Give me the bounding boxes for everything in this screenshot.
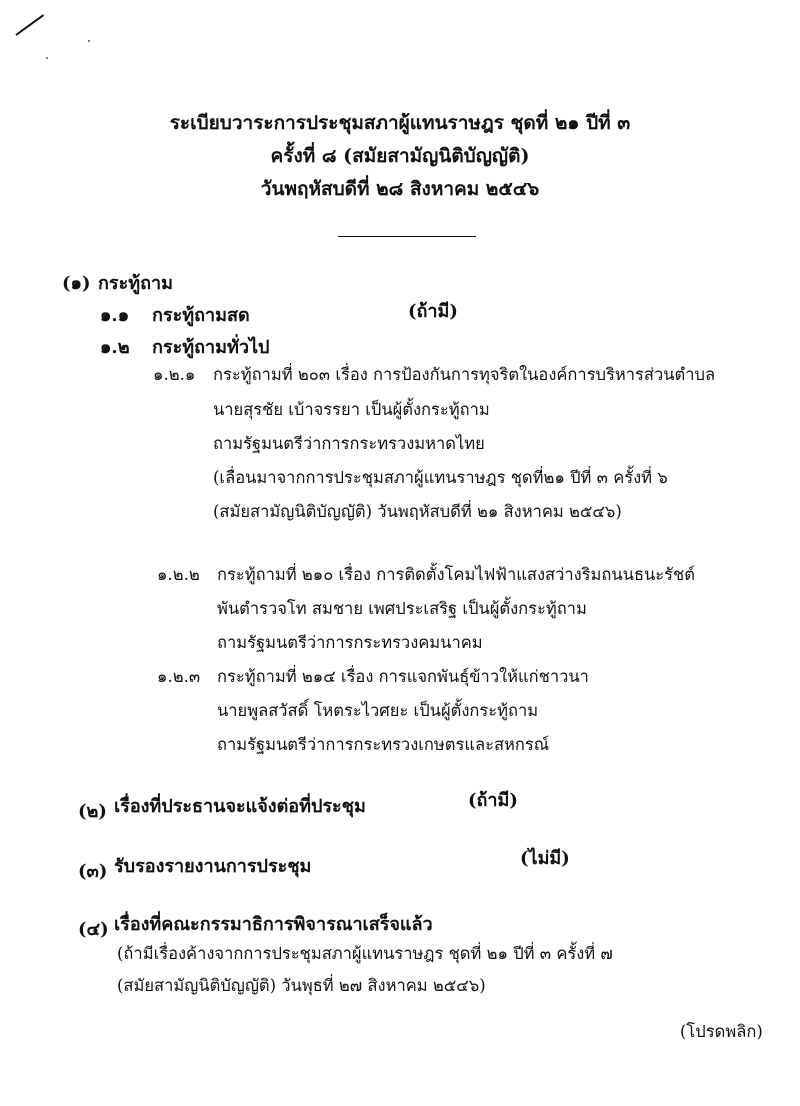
item-line: (เลื่อนมาจากการประชุมสภาผู้แทนราษฎร ชุดที่๒๑ ปีที่ ๓ ครั้งที่ ๖ <box>213 468 668 487</box>
item-line: ถามรัฐมนตรีว่าการกระทรวงเกษตรและสหกรณ์ <box>217 735 550 754</box>
item-line: นายสุรชัย เบ้าจรรยา เป็นผู้ตั้งกระทู้ถาม <box>213 400 490 419</box>
section1-title: กระทู้ถาม <box>98 273 173 294</box>
sub1-tag: (ถ้ามี) <box>408 301 458 322</box>
agenda-date: วันพฤหัสบดีที่ ๒๘ สิงหาคม ๒๕๔๖ <box>260 178 540 200</box>
section2-tag: (ถ้ามี) <box>468 790 518 811</box>
section2-title: เรื่องที่ประธานจะแจ้งต่อที่ประชุม <box>114 796 366 817</box>
section4-title: เรื่องที่คณะกรรมาธิการพิจารณาเสร็จแล้ว <box>114 914 433 935</box>
section4-number: (๔) <box>78 919 109 940</box>
item-line: ถามรัฐมนตรีว่าการกระทรวงคมนาคม <box>217 633 483 652</box>
item-line: กระทู้ถามที่ ๒๑๐ เรื่อง การติดตั้งโคมไฟฟ้าแสงสว่างริมถนนธนะรัชต์ <box>217 565 695 584</box>
item-line: กระทู้ถามที่ ๒๐๓ เรื่อง การป้องกันการทุจริตในองค์การบริหารส่วนตำบล <box>213 365 716 384</box>
item-number: ๑.๒.๑ <box>153 365 196 384</box>
section3-tag: (ไม่มี) <box>520 848 570 869</box>
section4-line: (ถ้ามีเรื่องค้างจากการประชุมสภาผู้แทนราษฎร ชุดที่ ๒๑ ปีที่ ๓ ครั้งที่ ๗ <box>117 944 613 963</box>
agenda-session: ครั้งที่ ๘ (สมัยสามัญนิติบัญญัติ) <box>270 145 530 167</box>
item-number: ๑.๒.๒ <box>157 565 200 584</box>
scan-speck <box>88 40 90 42</box>
item-line: (สมัยสามัญนิติบัญญัติ) วันพฤหัสบดีที่ ๒๑ สิงหาคม ๒๕๔๖) <box>213 502 622 521</box>
item-number: ๑.๒.๓ <box>157 667 201 686</box>
section3-number: (๓) <box>78 861 108 882</box>
section1-number: (๑) <box>62 273 91 294</box>
item-line: พันตำรวจโท สมชาย เพศประเสริฐ เป็นผู้ตั้งกระทู้ถาม <box>217 599 587 618</box>
sub1-number: ๑.๑ <box>100 305 130 326</box>
item-line: นายพูลสวัสดิ์ โหตระไวศยะ เป็นผู้ตั้งกระทู้ถาม <box>217 701 539 720</box>
pen-stroke-mark <box>15 14 44 36</box>
agenda-title: ระเบียบวาระการประชุมสภาผู้แทนราษฎร ชุดที่ ๒๑ ปีที่ ๓ <box>169 112 631 134</box>
title-divider <box>338 236 476 237</box>
turn-page-note: (โปรดพลิก) <box>680 1022 763 1041</box>
item-line: กระทู้ถามที่ ๒๑๔ เรื่อง การแจกพันธุ์ข้าวให้แก่ชาวนา <box>217 667 589 686</box>
sub2-title: กระทู้ถามทั่วไป <box>152 337 270 358</box>
scan-speck <box>46 57 48 59</box>
item-line: ถามรัฐมนตรีว่าการกระทรวงมหาดไทย <box>213 434 485 453</box>
sub2-number: ๑.๒ <box>100 337 130 358</box>
section3-title: รับรองรายงานการประชุม <box>114 856 312 877</box>
section4-line: (สมัยสามัญนิติบัญญัติ) วันพุธที่ ๒๗ สิงหาคม ๒๕๔๖) <box>117 976 486 995</box>
sub1-title: กระทู้ถามสด <box>152 305 250 326</box>
section2-number: (๒) <box>78 801 107 822</box>
